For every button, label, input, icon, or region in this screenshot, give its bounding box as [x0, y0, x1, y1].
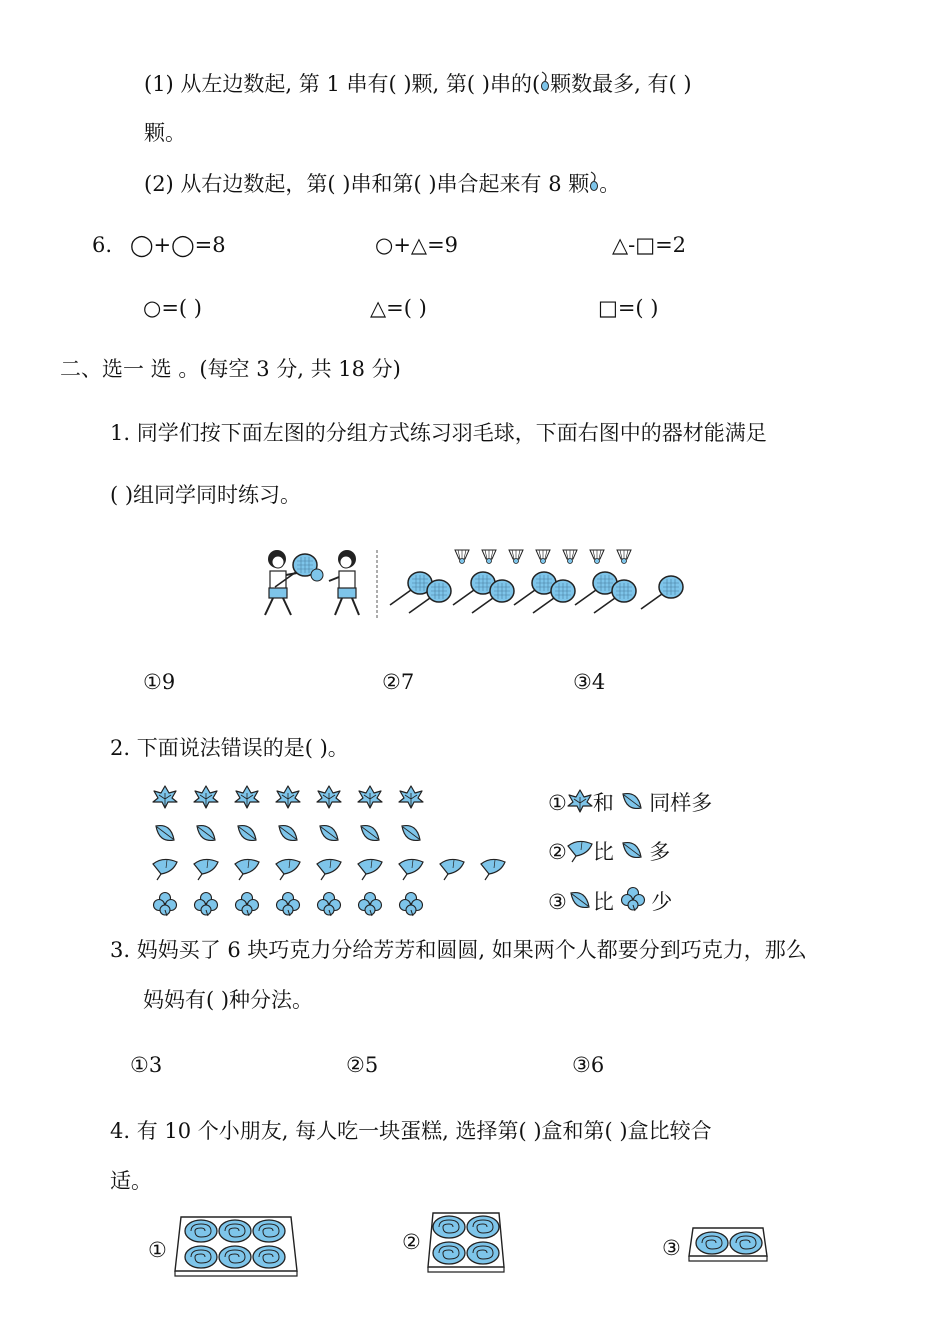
plain-leaf-icon: [238, 826, 256, 841]
plain-leaf-icon: [567, 889, 593, 918]
c2-s3-number: ③: [548, 890, 567, 914]
cake-box-2[interactable]: [427, 1209, 505, 1278]
maple-leaf-icon: [317, 786, 341, 808]
clover-icon: [195, 893, 218, 917]
cake-roll-icon: [219, 1220, 251, 1242]
plain-leaf-icon: [320, 826, 338, 841]
c2-statement-2[interactable]: [548, 838, 670, 869]
plain-leaf-icon: [402, 826, 420, 841]
maple-leaf-icon: [194, 786, 218, 808]
clover-icon: [236, 893, 259, 917]
c2-s2-mid: 比: [592, 840, 614, 864]
maple-leaf-icon: [358, 786, 382, 808]
c2-question: 2. 下面说法错误的是( )。: [110, 736, 349, 760]
c2-s1-end: 同样多: [649, 791, 713, 815]
cake-roll-icon: [185, 1246, 217, 1268]
plain-leaf-icon: [361, 826, 379, 841]
maple-leaf-icon: [235, 786, 259, 808]
maple-leaf-icon: [567, 789, 593, 820]
ginkgo-leaf-icon: [235, 859, 259, 880]
bead-icon: [540, 71, 550, 100]
leaf-picture: [145, 780, 515, 929]
c1-option-1[interactable]: ①9: [143, 670, 176, 694]
c3-option-1[interactable]: ①3: [130, 1053, 163, 1077]
c3-option-3[interactable]: ③6: [572, 1053, 605, 1077]
clover-icon: [621, 887, 645, 920]
maple-leaf-icon: [153, 786, 177, 808]
c2-s3-mid: 比: [592, 890, 614, 914]
cake-roll-icon: [253, 1220, 285, 1242]
q6-equation-3: △-□=2: [612, 233, 687, 257]
c2-statement-3[interactable]: [548, 887, 672, 920]
c4-box3-label[interactable]: ③: [662, 1236, 681, 1260]
c2-statement-1[interactable]: [548, 789, 712, 820]
q6-equation-1: ◯+◯=8: [130, 233, 226, 257]
cake-roll-icon: [219, 1246, 251, 1268]
shuttlecock-flying-icon: [311, 569, 323, 581]
c4-box1-label[interactable]: ①: [148, 1238, 167, 1262]
clover-icon: [359, 893, 382, 917]
c4-box2-label[interactable]: ②: [402, 1230, 421, 1254]
racket-group: [390, 572, 683, 613]
child-right-icon: [329, 550, 359, 615]
c2-s1-mid: 和: [592, 791, 614, 815]
plain-leaf-row: [156, 826, 420, 841]
q5-part2-a: (2) 从右边数起，第( )串和第( )串合起来有 8 颗: [144, 172, 590, 196]
c2-s1-number: ①: [548, 791, 567, 815]
q6-answer-square: □=( ): [598, 296, 659, 320]
maple-leaf-icon: [399, 786, 423, 808]
cake-roll-icon: [253, 1246, 285, 1268]
c2-s3-end: 少: [651, 890, 673, 914]
ginkgo-leaf-icon: [399, 859, 423, 880]
ginkgo-leaf-row: [153, 859, 505, 880]
c4-question-line2: 适。: [110, 1169, 152, 1193]
cake-roll-icon: [185, 1220, 217, 1242]
plain-leaf-icon: [621, 839, 643, 868]
q6-answer-circle: ○=( ): [143, 296, 202, 320]
clover-icon: [400, 893, 423, 917]
c3-question-line2: 妈妈有( )种分法。: [143, 988, 314, 1012]
ginkgo-leaf-icon: [153, 859, 177, 880]
ginkgo-leaf-icon: [276, 859, 300, 880]
clover-icon: [318, 893, 341, 917]
badminton-picture: [255, 545, 695, 629]
plain-leaf-icon: [197, 826, 215, 841]
c4-question-line1: 4. 有 10 个小朋友, 每人吃一块蛋糕, 选择第( )盒和第( )盒比较合: [110, 1119, 712, 1143]
cake-roll-icon: [467, 1242, 499, 1264]
ginkgo-leaf-icon: [317, 859, 341, 880]
cake-roll-icon: [730, 1232, 762, 1254]
c1-question-line1: 1. 同学们按下面左图的分组方式练习羽毛球，下面右图中的器材能满足: [110, 421, 767, 445]
c1-question-line2: ( )组同学同时练习。: [110, 483, 302, 507]
c1-option-3[interactable]: ③4: [573, 670, 606, 694]
ginkgo-leaf-icon: [567, 838, 593, 869]
maple-leaf-row: [153, 786, 423, 808]
q6-answer-triangle: △=( ): [370, 296, 427, 320]
plain-leaf-icon: [156, 826, 174, 841]
child-left-icon: [265, 550, 317, 615]
cake-roll-icon: [467, 1216, 499, 1238]
clover-icon: [277, 893, 300, 917]
q5-line2: 颗。: [144, 121, 186, 145]
cake-roll-icon: [433, 1216, 465, 1238]
clover-row: [154, 893, 423, 917]
cake-box-1[interactable]: [173, 1213, 298, 1282]
q5-line3: [144, 170, 620, 200]
q6-number: 6.: [92, 233, 113, 257]
cake-box-3[interactable]: [688, 1224, 768, 1268]
c2-s2-number: ②: [548, 840, 567, 864]
ginkgo-leaf-icon: [440, 859, 464, 880]
section-2-title: 二、选一 选 。(每空 3 分, 共 18 分): [60, 357, 401, 381]
maple-leaf-icon: [276, 786, 300, 808]
q5-line1: [144, 70, 692, 100]
q5-part1-a: (1) 从左边数起, 第 1 串有( )颗, 第( )串的(: [144, 72, 541, 96]
bead-icon: [589, 171, 599, 200]
shuttlecock-row: [455, 550, 631, 564]
ginkgo-leaf-icon: [481, 859, 505, 880]
c2-s2-end: 多: [649, 840, 671, 864]
q5-part2-b: 。: [599, 172, 621, 196]
cake-roll-icon: [433, 1242, 465, 1264]
c1-option-2[interactable]: ②7: [382, 670, 415, 694]
q5-part1-b: 颗数最多, 有( ): [550, 72, 692, 96]
c3-question-line1: 3. 妈妈买了 6 块巧克力分给芳芳和圆圆, 如果两个人都要分到巧克力，那么: [110, 938, 807, 962]
plain-leaf-icon: [621, 790, 643, 819]
q6-equation-2: ○+△=9: [375, 233, 459, 257]
cake-roll-icon: [696, 1232, 728, 1254]
ginkgo-leaf-icon: [194, 859, 218, 880]
plain-leaf-icon: [279, 826, 297, 841]
c3-option-2[interactable]: ②5: [346, 1053, 379, 1077]
ginkgo-leaf-icon: [358, 859, 382, 880]
clover-icon: [154, 893, 177, 917]
